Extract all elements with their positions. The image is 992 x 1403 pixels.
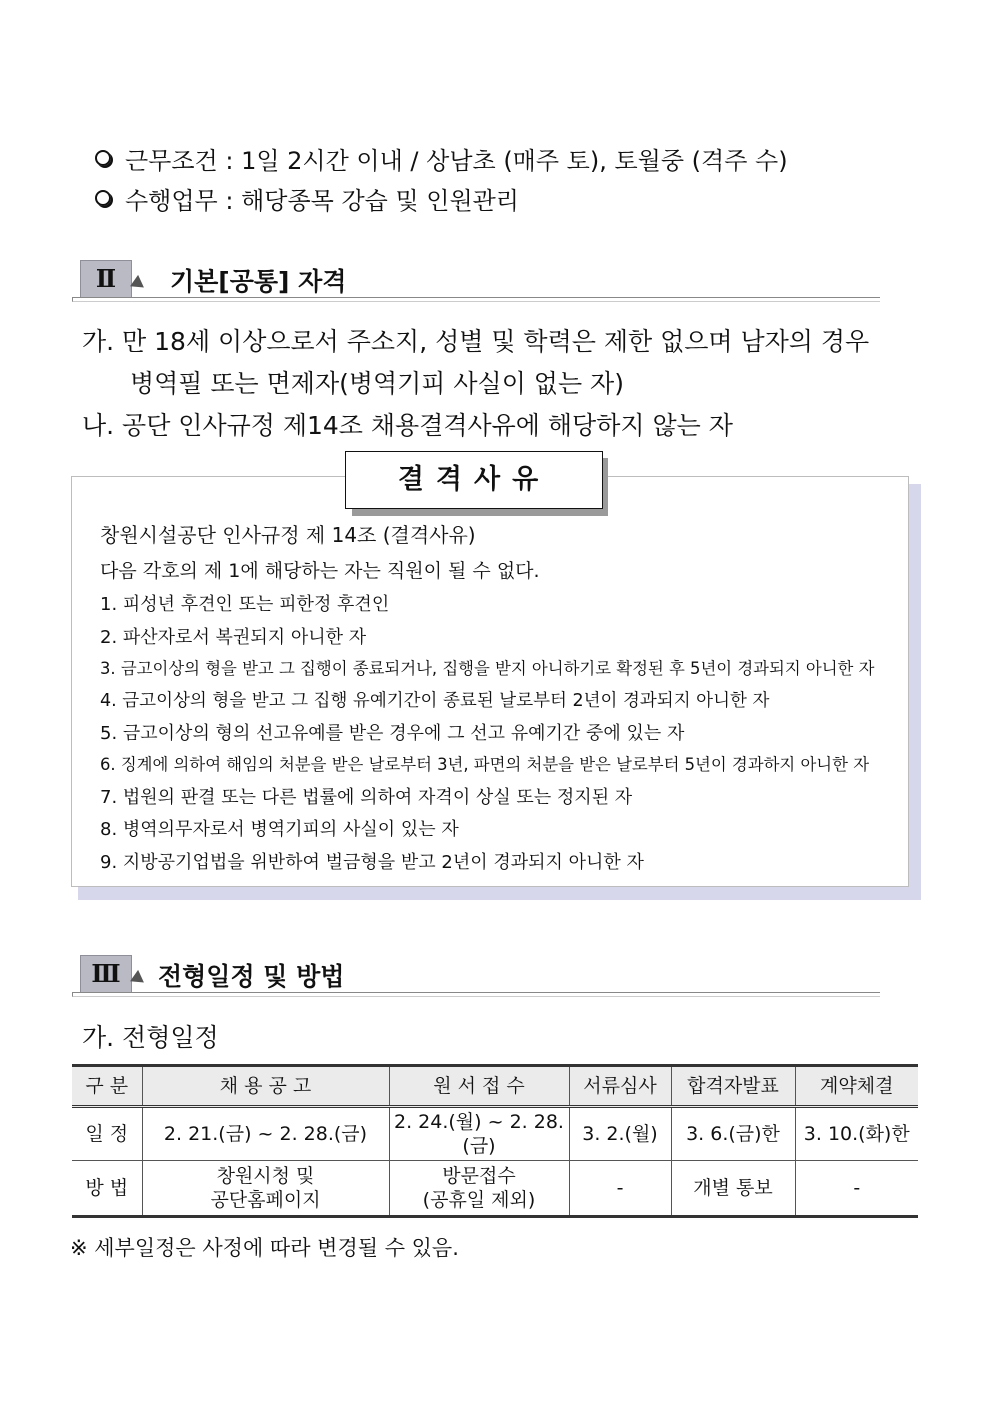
application-method-line1: 방문접수 <box>442 1165 516 1187</box>
result-method: 개별 통보 <box>671 1161 795 1217</box>
section-2-title: 기본[공통] 자격 <box>170 267 347 296</box>
table-row <box>72 1161 918 1217</box>
section-2-rule <box>72 297 880 302</box>
section-2-header <box>72 260 880 304</box>
disqualification-item-5: 5. 금고이상의 형의 선고유예를 받은 경우에 그 선고 유예기간 중에 있는 자 <box>100 723 685 744</box>
work-conditions-line <box>95 141 788 176</box>
header-category: 구 분 <box>72 1066 142 1107</box>
notice-method <box>142 1161 389 1217</box>
qualification-a-line2: 병역필 또는 면제자(병역기피 사실이 없는 자) <box>130 369 624 398</box>
section-3-title: 전형일정 및 방법 <box>158 962 345 991</box>
application-date: 2. 24.(월) ~ 2. 28.(금) <box>389 1107 569 1161</box>
row-date-label: 일 정 <box>72 1107 142 1161</box>
section-3-rule <box>72 992 880 997</box>
disqualification-item-4: 4. 금고이상의 형을 받고 그 집행 유예기간이 종료된 날로부터 2년이 경과되지 아니한 자 <box>100 691 770 711</box>
work-conditions-text: 근무조건 : 1일 2시간 이내 / 상남초 (매주 토), 토월중 (격주 수) <box>125 147 788 175</box>
application-method-line2: (공휴일 제외) <box>422 1189 536 1211</box>
section-3-numeral: Ⅲ <box>80 955 132 993</box>
disqualification-heading: 창원시설공단 인사규정 제 14조 (결격사유) <box>100 523 476 547</box>
section-2-numeral: Ⅱ <box>80 260 132 298</box>
section-3-header <box>72 955 880 999</box>
table-row <box>72 1107 918 1161</box>
header-contract: 계약체결 <box>795 1066 918 1107</box>
schedule-subtitle: 가. 전형일정 <box>82 1023 219 1052</box>
bullet-circle-icon <box>95 150 111 166</box>
schedule-table <box>72 1064 918 1218</box>
disqualification-intro: 다음 각호의 제 1에 해당하는 자는 직원이 될 수 없다. <box>100 560 540 582</box>
qualification-a-line1: 가. 만 18세 이상으로서 주소지, 성별 및 학력은 제한 없으며 남자의 경우 <box>82 327 870 356</box>
header-application: 원 서 접 수 <box>389 1066 569 1107</box>
notice-method-line2: 공단홈페이지 <box>210 1189 321 1211</box>
review-method: - <box>569 1161 671 1217</box>
table-header-row <box>72 1066 918 1107</box>
disqualification-item-7: 7. 법원의 판결 또는 다른 법률에 의하여 자격이 상실 또는 정지된 자 <box>100 787 633 808</box>
notice-date: 2. 21.(금) ~ 2. 28.(금) <box>142 1107 389 1161</box>
row-method-label: 방 법 <box>72 1161 142 1217</box>
review-date: 3. 2.(월) <box>569 1107 671 1161</box>
header-notice: 채 용 공 고 <box>142 1066 389 1107</box>
disqualification-title: 결격사유 <box>345 451 603 509</box>
duty-text: 수행업무 : 해당종목 강습 및 인원관리 <box>125 187 519 215</box>
disqualification-item-1: 1. 피성년 후견인 또는 피한정 후견인 <box>100 594 390 615</box>
bullet-circle-icon <box>95 190 111 206</box>
disqualification-item-8: 8. 병역의무자로서 병역기피의 사실이 있는 자 <box>100 819 459 840</box>
notice-method-line1: 창원시청 및 <box>216 1165 315 1187</box>
contract-method: - <box>795 1161 918 1217</box>
disqualification-item-3: 3. 금고이상의 형을 받고 그 집행이 종료되거나, 집행을 받지 아니하기로 확정된 후 5년이 경과되지 아니한 자 <box>100 659 875 678</box>
qualification-b: 나. 공단 인사규정 제14조 채용결격사유에 해당하지 않는 자 <box>82 411 733 440</box>
duty-line <box>95 181 519 216</box>
header-document-review: 서류심사 <box>569 1066 671 1107</box>
disqualification-item-6: 6. 징계에 의하여 해임의 처분을 받은 날로부터 3년, 파면의 처분을 받은 날로부터 5년이 경과하지 아니한 자 <box>100 755 870 774</box>
disqualification-item-9: 9. 지방공기업법을 위반하여 벌금형을 받고 2년이 경과되지 아니한 자 <box>100 852 644 873</box>
schedule-note: ※ 세부일정은 사정에 따라 변경될 수 있음. <box>70 1236 459 1260</box>
result-date: 3. 6.(금)한 <box>671 1107 795 1161</box>
header-result-announcement: 합격자발표 <box>671 1066 795 1107</box>
disqualification-item-2: 2. 파산자로서 복권되지 아니한 자 <box>100 627 367 648</box>
contract-date: 3. 10.(화)한 <box>795 1107 918 1161</box>
application-method <box>389 1161 569 1217</box>
